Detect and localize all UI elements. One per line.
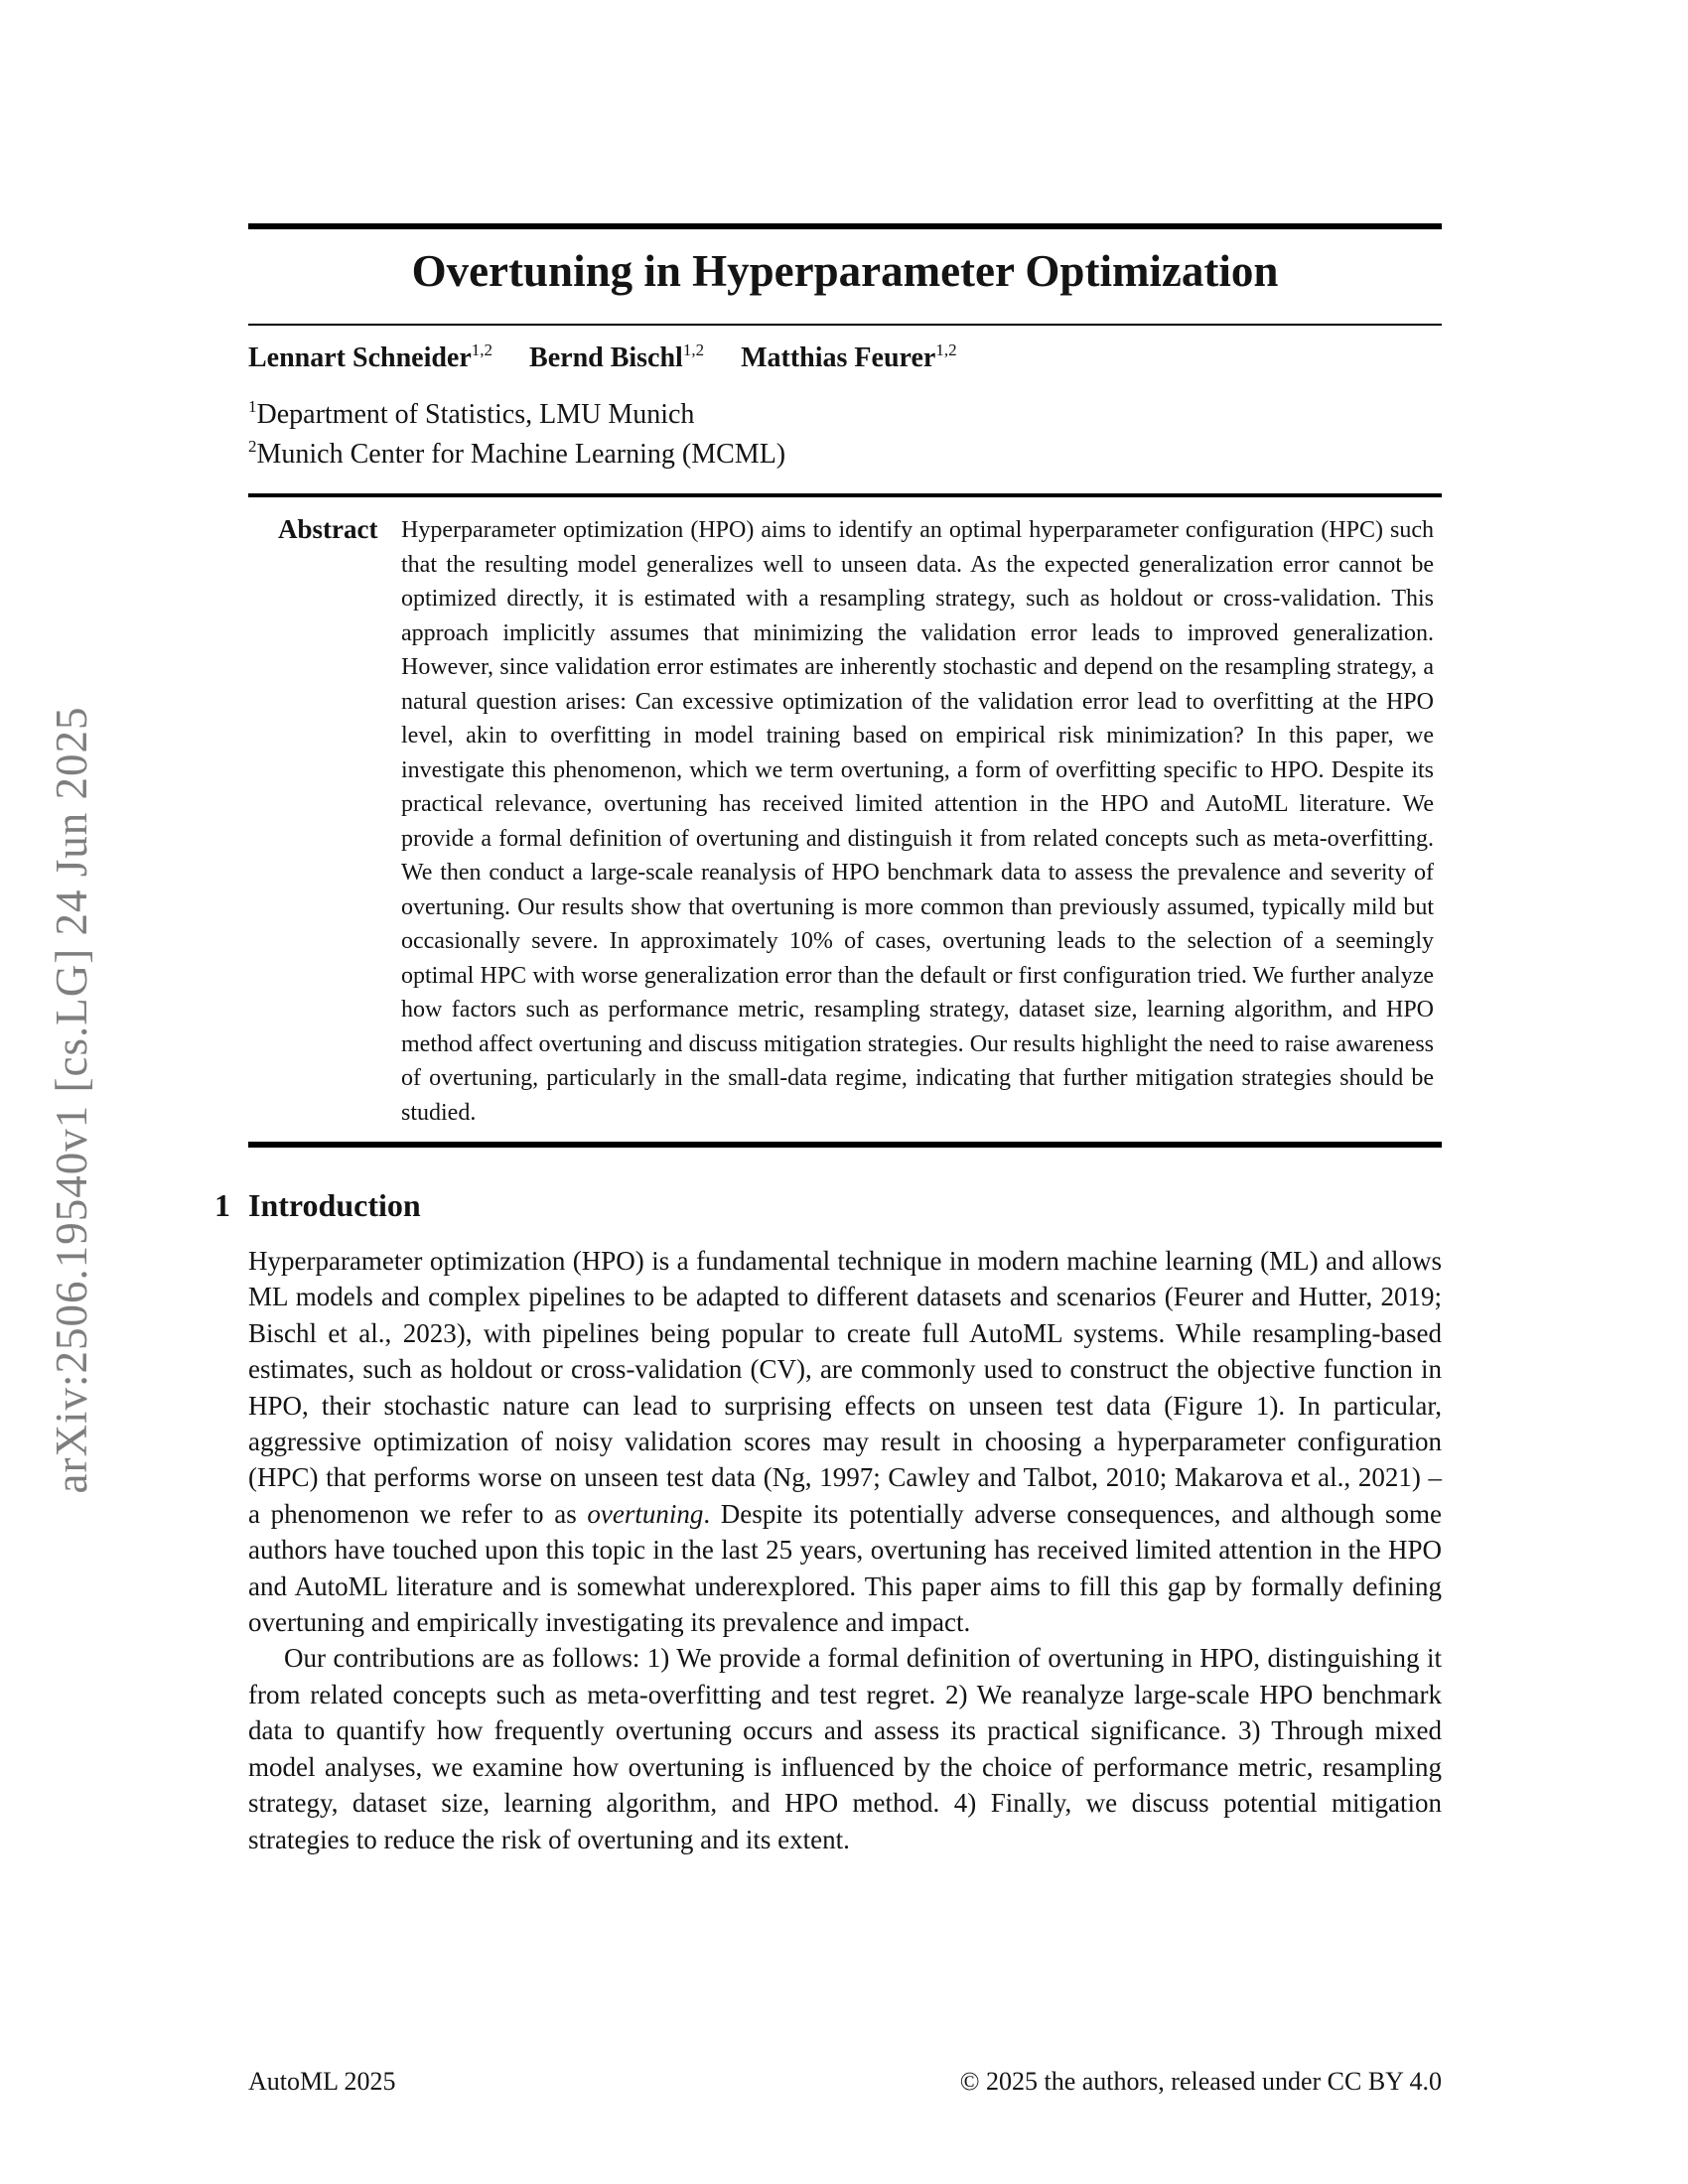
author <box>248 342 492 373</box>
abstract-label: Abstract <box>278 514 378 544</box>
authors-line <box>248 340 1442 380</box>
section-number: 1 <box>214 1187 230 1223</box>
author-affil-marker: 1,2 <box>471 341 493 359</box>
footer-venue: AutoML 2025 <box>248 2067 396 2096</box>
intro-paragraph-2: Our contributions are as follows: 1) We provide a formal definition of overtuning in HPO, distinguishing it from related concepts such as meta-overfitting and test regret. 2) We reanalyze large-scale HPO benchmark data to quantify how frequently overtuning occurs and assess its practical significance. 3) Through mixed model analyses, we examine how overtuning is influenced by the choice of performance metric, resampling strategy, dataset size, learning algorithm, and HPO method. 4) Finally, we discuss potential mitigation strategies to reduce the risk of overtuning and its extent. <box>248 1643 1442 1854</box>
introduction-body <box>248 1243 1442 1857</box>
paper-title: Overtuning in Hyperparameter Optimization <box>411 246 1279 296</box>
affiliation-text: Department of Statistics, LMU Munich <box>256 399 695 430</box>
paragraph-text: Hyperparameter optimization (HPO) is a fundamental technique in modern machine learning (ML) and allows ML models and complex pipelines to be adapted to different datasets and scenarios (Feurer and Hutter, 2019; Bischl et al., 2023), with pipelines being popular to create full AutoML systems. While resampling-based estimates, such as holdout or cross-validation (CV), are commonly used to construct the objective function in HPO, their stochastic nature can lead to surprising effects on unseen test data (Figure 1). In particular, aggressive optimization of noisy validation scores may result in choosing a hyperparameter configuration (HPC) that performs worse on unseen test data (Ng, 1997; Cawley and Talbot, 2010; Makarova et al., 2021) – a phenomenon we refer to as <box>248 1246 1442 1529</box>
author-affil-marker: 1,2 <box>682 341 705 359</box>
section-heading <box>214 1185 1442 1225</box>
main-column <box>214 513 1442 1857</box>
rule-abstract-top <box>248 493 1442 497</box>
author-name: Bernd Bischl <box>529 342 683 373</box>
affiliation-text: Munich Center for Machine Learning (MCML) <box>256 439 786 470</box>
affiliation-marker: 2 <box>248 437 257 456</box>
footer <box>248 2067 1442 2097</box>
footer-copyright: © 2025 the authors, released under CC BY 4.0 <box>959 2067 1442 2096</box>
author-name: Lennart Schneider <box>248 342 472 373</box>
abstract-text: Hyperparameter optimization (HPO) aims to identify an optimal hyperparameter configuration (HPC) such that the resulting model generalizes well to unseen data. As the expected generalization error cannot be optimized directly, it is estimated with a resampling strategy, such as holdout or cross-validation. This approach implicitly assumes that minimizing the validation error leads to improved generalization. However, since validation error estimates are inherently stochastic and depend on the resampling strategy, a natural question arises: Can excessive optimization of the validation error lead to overfitting at the HPO level, akin to overfitting in model training based on empirical risk minimization? In this paper, we investigate this phenomenon, which we term overtuning, a form of overfitting specific to HPO. Despite its practical relevance, overtuning has received limited attention in the HPO and AutoML literature. We provide a formal definition of overtuning and distinguish it from related concepts such as meta-overfitting. We then conduct a large-scale reanalysis of HPO benchmark data to assess the prevalence and severity of overtuning. Our results show that overtuning is more common than previously assumed, typically mild but occasionally severe. In approximately 10% of cases, overtuning leads to the selection of a seemingly optimal HPC with worse generalization error than the default or first configuration tried. We further analyze how factors such as performance metric, resampling strategy, dataset size, learning algorithm, and HPO method affect overtuning and discuss mitigation strategies. Our results highlight the need to raise awareness of overtuning, particularly in the small-data regime, indicating that further mitigation strategies should be studied. <box>401 517 1434 1126</box>
intro-paragraph-1 <box>248 1243 1442 1640</box>
author <box>529 342 704 373</box>
italic-term: overtuning <box>587 1498 704 1529</box>
affiliation-line <box>248 436 1442 476</box>
rule-title-separator <box>248 324 1442 326</box>
affiliation-marker: 1 <box>248 397 257 416</box>
author-affil-marker: 1,2 <box>935 341 957 359</box>
arxiv-watermark: arXiv:2506.19540v1 [cs.LG] 24 Jun 2025 <box>47 706 96 1494</box>
rule-top-thick <box>248 223 1442 229</box>
author <box>741 342 956 373</box>
paragraph-text: . Despite its potentially adverse consequences, and although some authors have touched upon this topic in the last 25 years, overtuning has received limited attention in the HPO and AutoML literature and is somewhat underexplored. This paper aims to fill this gap by formally defining overtuning and empirically investigating its prevalence and impact. <box>248 1498 1442 1638</box>
abstract-section <box>248 513 1442 1130</box>
section-title: Introduction <box>248 1187 421 1223</box>
rule-abstract-bottom <box>248 1142 1442 1148</box>
affiliation-line <box>248 396 1442 436</box>
author-name: Matthias Feurer <box>741 342 936 373</box>
affiliations-block <box>248 396 1442 476</box>
